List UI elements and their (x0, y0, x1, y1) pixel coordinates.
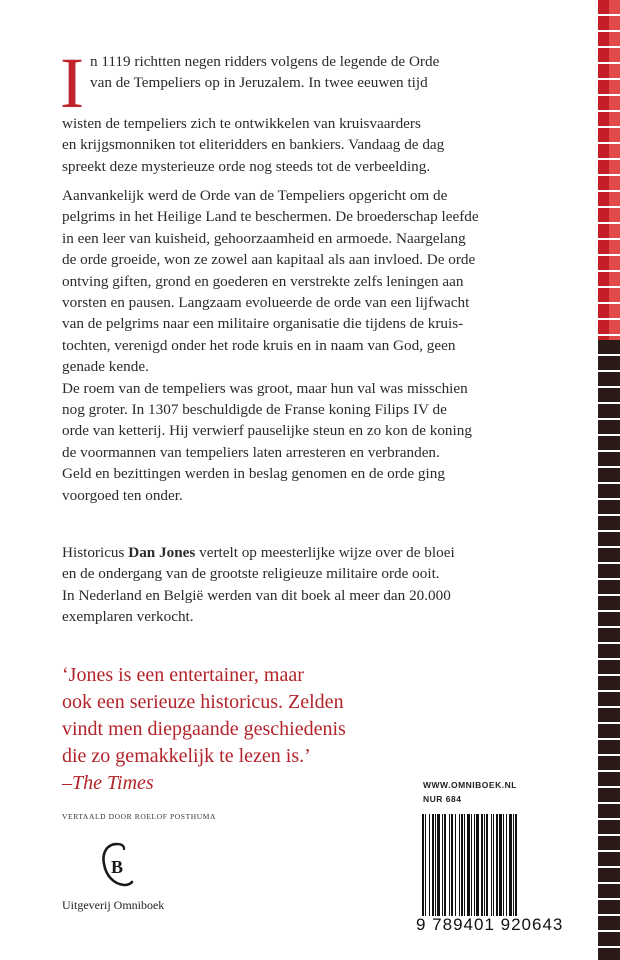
quote-line: ook een serieuze historicus. Zelden (62, 691, 344, 713)
text-line: pelgrims in het Heilige Land te beschermen. De broederschap leefde (62, 208, 479, 226)
publisher-name: Uitgeverij Omniboek (62, 898, 165, 912)
text-line: en de ondergang van de grootste religieuze militaire orde ooit. (62, 565, 440, 583)
barcode-bar (451, 814, 453, 916)
text-line: genade kende. (62, 358, 149, 376)
review-quote (62, 662, 542, 797)
decorative-edge-strip (598, 0, 620, 960)
barcode-bar (461, 814, 463, 916)
intro-paragraph (60, 43, 562, 177)
publisher-logo-icon (100, 842, 134, 888)
text-line: De roem van de tempeliers was groot, maar hun val was misschien (62, 379, 468, 397)
barcode-bar (499, 814, 502, 916)
barcode-bar (422, 814, 424, 916)
text-line: van de pelgrims naar een militaire organisatie die tijdens de kruis- (62, 315, 464, 333)
barcode-bar (467, 814, 470, 916)
isbn-number: 9 789401 920643 (416, 915, 564, 934)
barcode-bar (496, 814, 498, 916)
barcode-bar (484, 814, 485, 916)
barcode-bar (464, 814, 465, 916)
dark-checker-pattern (598, 340, 620, 960)
text-line: Aanvankelijk werd de Orde van de Tempeliers opgericht om de (62, 187, 448, 204)
author-name: Dan Jones (128, 544, 196, 561)
red-checker-pattern (598, 0, 620, 340)
barcode-bar (444, 814, 446, 916)
text-line: de voormannen van tempeliers laten arresteren en verbranden. (62, 443, 440, 461)
translator-credit: VERTAALD DOOR ROELOF POSTHUMA (62, 812, 217, 821)
text-line: In Nederland en België werden van dit boek al meer dan 20.000 (62, 586, 451, 604)
text-line: en krijgsmonniken tot eliteridders en bankiers. Vandaag de dag (62, 136, 445, 154)
barcode-bar (506, 814, 507, 916)
isbn-barcode (420, 814, 560, 916)
barcode-bar (442, 814, 443, 916)
text-line: in een leer van kuisheid, gehoorzaamheid en armoede. Naargelang (62, 229, 466, 247)
barcode-bar (476, 814, 479, 916)
nur-code: NUR 684 (423, 794, 462, 804)
text-line: exemplaren verkocht. (62, 608, 194, 626)
quote-line: vindt men diepgaande geschiedenis (62, 718, 346, 740)
barcode-bar (471, 814, 472, 916)
text-line: tochten, verenigd onder het rode kruis en in naam van God, geen (62, 336, 456, 354)
quote-source: –The Times (62, 772, 154, 794)
barcode-bar (491, 814, 492, 916)
barcode-bar (503, 814, 504, 916)
text-line: de orde groeide, won ze zowel aan kapitaal als aan invloed. De orde (62, 251, 476, 269)
quote-line: ‘Jones is een entertainer, maar (62, 664, 304, 686)
barcode-bar (486, 814, 488, 916)
text-line: vorsten en pausen. Langzaam evolueerde de orde van een lijfwacht (62, 294, 470, 312)
barcode-bar (449, 814, 450, 916)
barcode-bar (432, 814, 434, 916)
barcode-bar (509, 814, 512, 916)
barcode-bar (429, 814, 430, 916)
barcode-bar (459, 814, 460, 916)
text-line: voorgoed ten onder. (62, 486, 183, 504)
svg-text:B: B (110, 857, 124, 877)
quote-line: die zo gemakkelijk te lezen is.’ (62, 745, 311, 767)
author-paragraph (62, 542, 562, 628)
barcode-bar (493, 814, 494, 916)
publisher-website: WWW.OMNIBOEK.NL (423, 780, 517, 790)
barcode-bar (474, 814, 475, 916)
barcode-bar (455, 814, 456, 916)
text-line: nog groter. In 1307 beschuldigde de Franse koning Filips IV de (62, 401, 447, 419)
drop-cap: I (60, 43, 84, 123)
text-line: ontving giften, grond en goederen en verstrekte zelfs leningen aan (62, 272, 464, 290)
text-fragment: Historicus (62, 544, 129, 561)
barcode-bar (437, 814, 440, 916)
text-fragment: vertelt op meesterlijke wijze over de bloei (195, 544, 455, 561)
text-line: wisten de tempeliers zich te ontwikkelen van kruisvaarders (62, 115, 421, 132)
text-line: Geld en bezittingen werden in beslag genomen en de orde ging (62, 465, 445, 483)
text-line: n 1119 richtten negen ridders volgens de legende de Orde (89, 53, 440, 70)
barcode-bar (513, 814, 514, 916)
barcode-bar (425, 814, 426, 916)
text-line (62, 542, 562, 563)
barcode-bar (435, 814, 436, 916)
barcode-bar (481, 814, 483, 916)
barcode-bar (515, 814, 517, 916)
history-paragraph (62, 185, 562, 506)
text-line: spreekt deze mysterieuze orde nog steeds tot de verbeelding. (62, 157, 431, 175)
text-line: van de Tempeliers op in Jeruzalem. In twee eeuwen tijd (89, 74, 428, 92)
text-line: orde van ketterij. Hij verwierf pauselijke steun en zo kon de koning (62, 422, 472, 440)
